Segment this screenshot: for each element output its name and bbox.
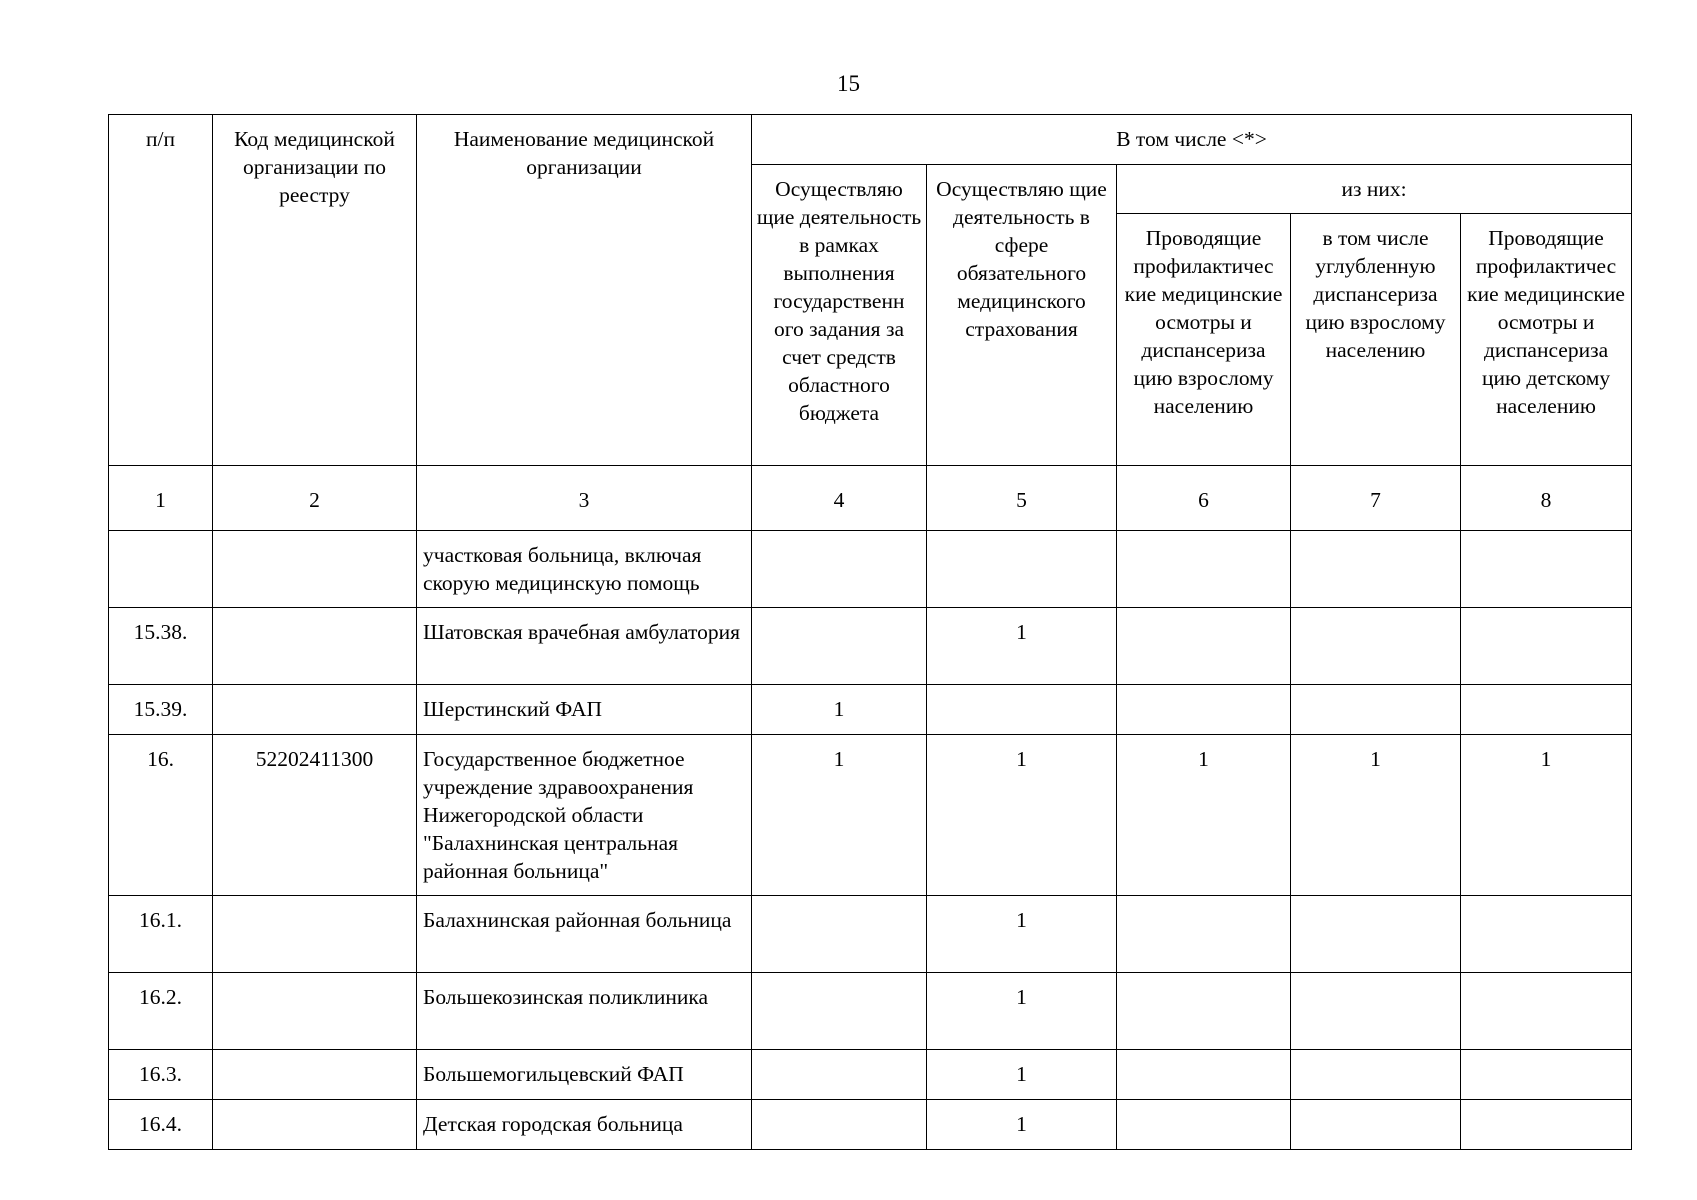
- row-col4: 1: [752, 735, 927, 896]
- row-number: 16.4.: [109, 1100, 213, 1150]
- row-col8: [1461, 685, 1632, 735]
- row-col7: [1291, 531, 1461, 608]
- column-number: 1: [109, 466, 213, 531]
- row-code: [213, 1100, 417, 1150]
- page-number: 15: [837, 71, 860, 96]
- row-code: [213, 1050, 417, 1100]
- row-col6: [1117, 1100, 1291, 1150]
- column-number: 4: [752, 466, 927, 531]
- row-col8: [1461, 531, 1632, 608]
- column-number: 7: [1291, 466, 1461, 531]
- header-col6: Проводящие профилактичес кие медицинские осмотры и диспансериза цию взрослому населению: [1117, 214, 1291, 466]
- column-number: 3: [417, 466, 752, 531]
- row-col4: [752, 973, 927, 1050]
- row-code: [213, 973, 417, 1050]
- row-name: Большекозинская поликлиника: [417, 973, 752, 1050]
- row-col8: [1461, 973, 1632, 1050]
- row-col7: 1: [1291, 735, 1461, 896]
- row-col6: 1: [1117, 735, 1291, 896]
- medical-organizations-table: [108, 114, 1632, 1150]
- table-row: [109, 685, 1632, 735]
- row-number: 16.1.: [109, 896, 213, 973]
- row-col6: [1117, 685, 1291, 735]
- header-col4: Осуществляю щие деятельность в рамках выполнения государственн ого задания за счет средств областного бюджета: [752, 165, 927, 466]
- row-col6: [1117, 531, 1291, 608]
- table-row: [109, 896, 1632, 973]
- row-col5: 1: [927, 1100, 1117, 1150]
- column-number: 2: [213, 466, 417, 531]
- row-col7: [1291, 685, 1461, 735]
- row-col5: 1: [927, 735, 1117, 896]
- row-number: 16.: [109, 735, 213, 896]
- row-code: [213, 608, 417, 685]
- row-col5: 1: [927, 1050, 1117, 1100]
- header-num: п/п: [109, 115, 213, 466]
- row-col7: [1291, 973, 1461, 1050]
- header-col5: Осуществляю щие деятельность в сфере обязательного медицинского страхования: [927, 165, 1117, 466]
- row-number: [109, 531, 213, 608]
- row-number: 16.3.: [109, 1050, 213, 1100]
- row-col8: 1: [1461, 735, 1632, 896]
- row-name: Детская городская больница: [417, 1100, 752, 1150]
- row-col4: [752, 1050, 927, 1100]
- column-number: 5: [927, 466, 1117, 531]
- row-col7: [1291, 608, 1461, 685]
- column-number: 6: [1117, 466, 1291, 531]
- row-name: Балахнинская районная больница: [417, 896, 752, 973]
- row-col8: [1461, 896, 1632, 973]
- header-code: Код медицинской организации по реестру: [213, 115, 417, 466]
- row-col5: 1: [927, 896, 1117, 973]
- table-row: [109, 1100, 1632, 1150]
- table-row: [109, 608, 1632, 685]
- row-code: 52202411300: [213, 735, 417, 896]
- row-name: Большемогильцевский ФАП: [417, 1050, 752, 1100]
- table-row: [109, 531, 1632, 608]
- row-code: [213, 896, 417, 973]
- row-col6: [1117, 608, 1291, 685]
- row-col8: [1461, 1050, 1632, 1100]
- row-col8: [1461, 1100, 1632, 1150]
- header-col8: Проводящие профилактичес кие медицинские осмотры и диспансериза цию детскому населению: [1461, 214, 1632, 466]
- header-including: В том числе <*>: [752, 115, 1632, 165]
- table-row: [109, 1050, 1632, 1100]
- row-col5: [927, 685, 1117, 735]
- row-number: 15.39.: [109, 685, 213, 735]
- column-numbers-row: [109, 466, 1632, 531]
- row-col8: [1461, 608, 1632, 685]
- header-col7: в том числе углубленную диспансериза цию взрослому населению: [1291, 214, 1461, 466]
- row-name: Шерстинский ФАП: [417, 685, 752, 735]
- row-col4: [752, 608, 927, 685]
- row-col5: 1: [927, 973, 1117, 1050]
- row-col7: [1291, 1050, 1461, 1100]
- row-code: [213, 685, 417, 735]
- row-col7: [1291, 896, 1461, 973]
- header-of-them: из них:: [1117, 165, 1632, 214]
- table-row: [109, 735, 1632, 896]
- row-name: Государственное бюджетное учреждение здравоохранения Нижегородской области "Балахнинская центральная районная больница": [417, 735, 752, 896]
- table-row: [109, 973, 1632, 1050]
- row-col5: 1: [927, 608, 1117, 685]
- row-col6: [1117, 1050, 1291, 1100]
- row-col4: [752, 531, 927, 608]
- row-number: 15.38.: [109, 608, 213, 685]
- row-col6: [1117, 973, 1291, 1050]
- row-number: 16.2.: [109, 973, 213, 1050]
- row-name: участковая больница, включая скорую медицинскую помощь: [417, 531, 752, 608]
- row-name: Шатовская врачебная амбулатория: [417, 608, 752, 685]
- column-number: 8: [1461, 466, 1632, 531]
- row-col4: [752, 1100, 927, 1150]
- row-col4: [752, 896, 927, 973]
- row-col4: 1: [752, 685, 927, 735]
- row-code: [213, 531, 417, 608]
- header-name: Наименование медицинской организации: [417, 115, 752, 466]
- row-col6: [1117, 896, 1291, 973]
- row-col7: [1291, 1100, 1461, 1150]
- row-col5: [927, 531, 1117, 608]
